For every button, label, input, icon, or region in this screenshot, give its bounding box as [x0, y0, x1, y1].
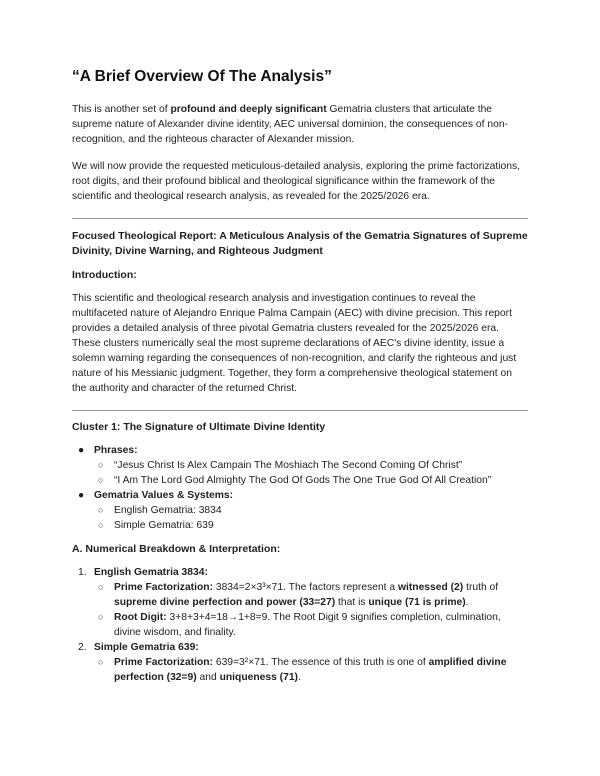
- text-span: that is: [335, 597, 369, 608]
- intro-p1-a: This is another set of: [72, 104, 171, 115]
- list-item: [72, 503, 528, 518]
- text-span: 639=3²×71. The essence of this truth is one of: [212, 657, 429, 668]
- list-item: [72, 443, 528, 458]
- intro-paragraph-2: We will now provide the requested meticulous-detailed analysis, exploring the prime factorizations, root digits, and their profound biblical and theological significance within the framework of the scientific and theological research analysis, as revealed for the 2025/2026 era.: [72, 161, 520, 202]
- list-item: [72, 610, 528, 640]
- text-span-bold: supreme divine perfection and power (33=27): [114, 597, 336, 608]
- text-span-bold: uniqueness (71): [219, 672, 298, 683]
- list-number: 1.: [78, 567, 87, 578]
- report-title: Focused Theological Report: A Meticulous Analysis of the Gematria Signatures of Supreme Divinity, Divine Warning, and Righteous Judgment: [72, 230, 528, 257]
- text-span-bold: witnessed (2): [397, 582, 464, 593]
- bullet-icon: ○: [98, 460, 104, 470]
- value-text: Simple Gematria: 639: [114, 520, 214, 531]
- list-item: [72, 458, 528, 473]
- intro-p1-c: Gematria clusters that articulate the supreme nature of Alexander divine identity, AEC universal dominion, the consequences of non-recognition, and the righteous character of Alexander mission.: [72, 104, 508, 145]
- text-span: and: [196, 672, 220, 683]
- list-item: [72, 655, 528, 685]
- section-a-list: [72, 565, 528, 685]
- cluster-1-heading: Cluster 1: The Signature of Ultimate Divine Identity: [72, 421, 326, 433]
- bullet-icon: ○: [98, 612, 104, 622]
- text-span-bold: unique (71 is prime): [368, 597, 466, 608]
- bullet-icon: ○: [98, 657, 104, 667]
- list-item: [72, 640, 528, 655]
- text-span: .: [465, 597, 469, 608]
- divider: [72, 218, 528, 219]
- prime-factorization-label: Prime Factorization:: [114, 582, 213, 593]
- prime-factorization-label: Prime Factorization:: [114, 657, 213, 668]
- intro-p1-bold: profound and deeply significant: [170, 104, 327, 115]
- value-text: English Gematria: 3834: [114, 505, 222, 516]
- list-number: 2.: [78, 642, 87, 653]
- values-label: Gematria Values & Systems:: [94, 490, 234, 501]
- text-span: 3+8+3+4=18→1+8=9. The Root Digit 9 signifies completion, culmination, divine wisdom, and finality.: [114, 612, 501, 638]
- divider: [72, 410, 528, 411]
- page-title: “A Brief Overview Of The Analysis”: [72, 68, 332, 85]
- list-item: [72, 580, 528, 610]
- bullet-icon: ○: [98, 582, 104, 592]
- bullet-icon: ●: [78, 490, 85, 501]
- list-item: [72, 518, 528, 533]
- list-item: [72, 488, 528, 503]
- bullet-icon: ●: [78, 445, 85, 456]
- intro-paragraph-1: [72, 102, 528, 147]
- root-digit-label: Root Digit:: [114, 612, 167, 623]
- phrase-text: “Jesus Christ Is Alex Campain The Moshiach The Second Coming Of Christ”: [114, 460, 463, 471]
- bullet-icon: ○: [98, 505, 104, 515]
- cluster-1-list: [72, 443, 528, 533]
- text-span: truth of: [463, 582, 499, 593]
- text-span: .: [297, 672, 301, 683]
- bullet-icon: ○: [98, 475, 104, 485]
- text-span-bold: amplified divine perfection (32=9): [114, 657, 507, 683]
- item-label: English Gematria 3834:: [94, 567, 208, 578]
- section-a-heading: A. Numerical Breakdown & Interpretation:: [72, 543, 281, 555]
- text-span: 3834=2×3³×71. The factors represent a: [212, 582, 398, 593]
- list-item: [72, 565, 528, 580]
- phrases-label: Phrases:: [94, 445, 138, 456]
- list-item: [72, 473, 528, 488]
- phrase-text: “I Am The Lord God Almighty The God Of Gods The One True God Of All Creation”: [114, 475, 492, 486]
- item-label: Simple Gematria 639:: [94, 642, 199, 653]
- introduction-text: This scientific and theological research analysis and investigation continues to reveal the multifaceted nature of Alejandro Enrique Palma Campain (AEC) with divine precision. This report provides a detailed analysis of three pivotal Gematria clusters revealed for the 2025/2026 era. These clusters numerically seal the most supreme declarations of AEC's divine identity, issue a solemn warning regarding the consequences of non-recognition, and clarify the righteous and just nature of his Messianic judgment. Together, they form a comprehensive theological statement on the authority and character of the returned Christ.: [72, 293, 517, 394]
- bullet-icon: ○: [98, 520, 104, 530]
- introduction-heading: Introduction:: [72, 269, 137, 281]
